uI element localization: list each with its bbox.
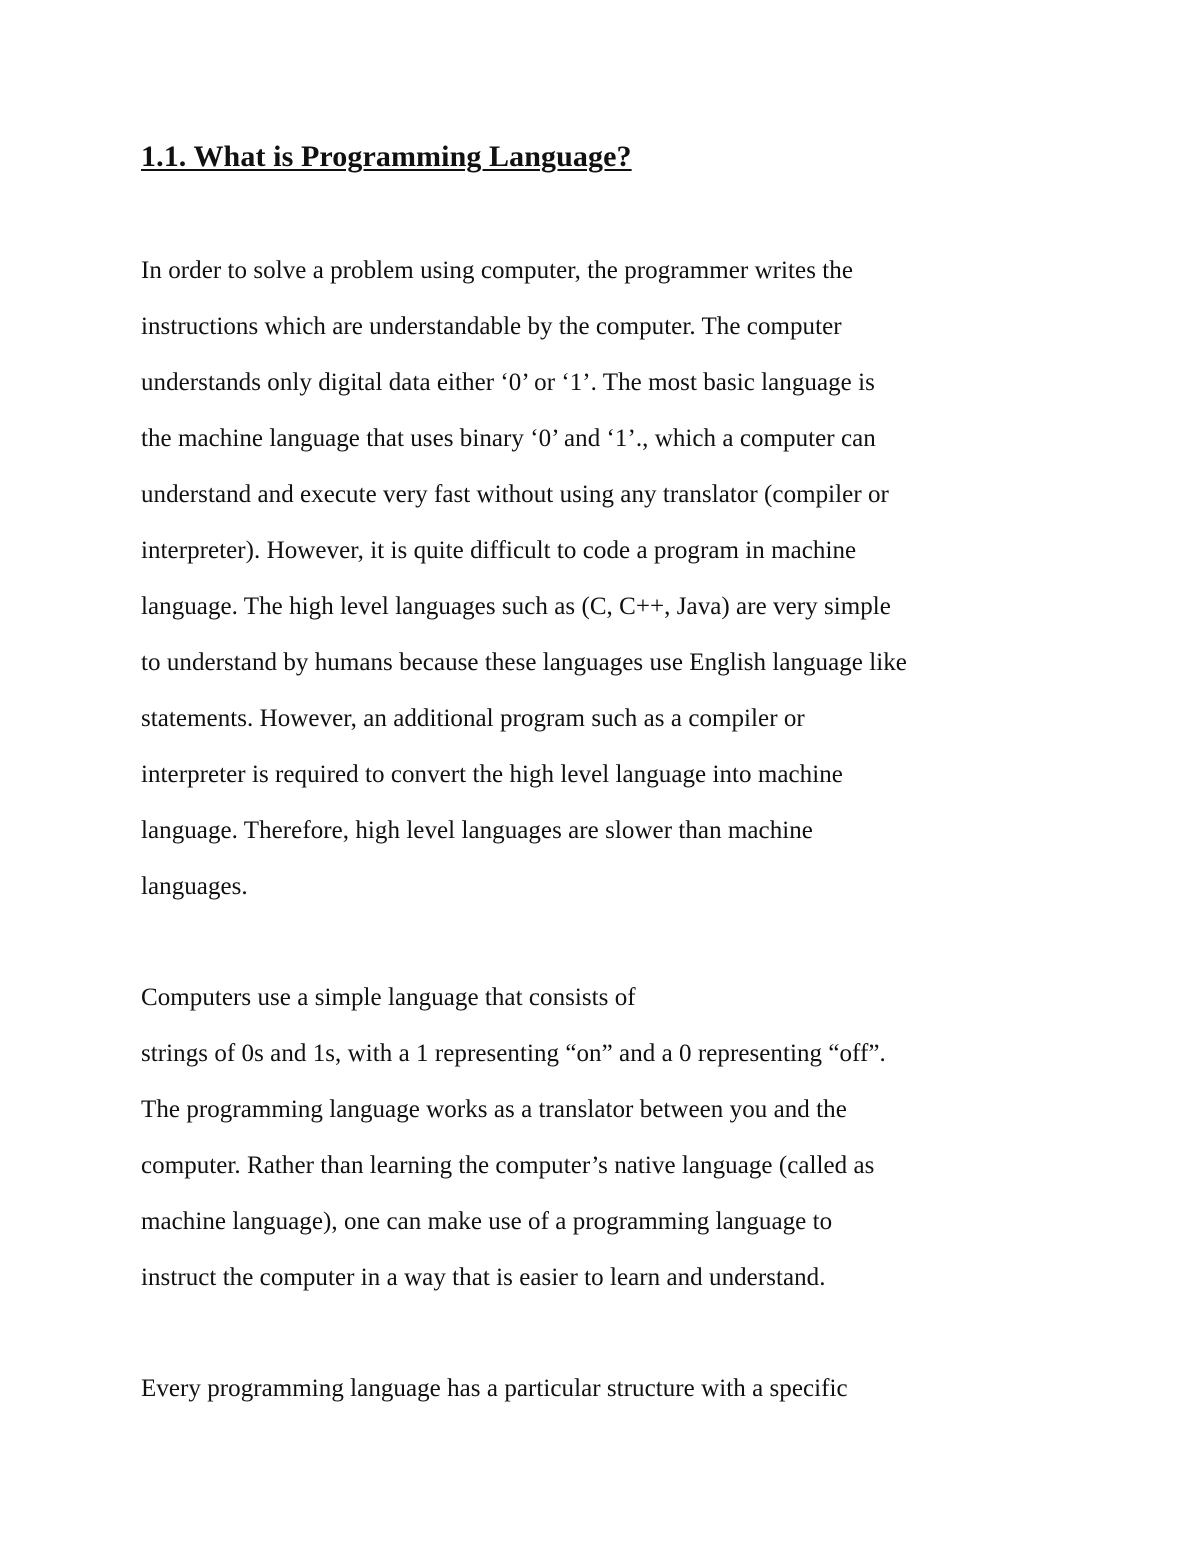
- paragraph-1-line-10: interpreter is required to convert the high level language into machine: [141, 761, 843, 788]
- paragraph-1-line-1: In order to solve a problem using computer, the programmer writes the: [141, 257, 853, 284]
- section-heading: 1.1. What is Programming Language?: [141, 140, 632, 173]
- paragraph-1-line-8: to understand by humans because these languages use English language like: [141, 649, 907, 676]
- paragraph-2-line-5: machine language), one can make use of a programming language to: [141, 1208, 833, 1235]
- paragraph-1-line-7: language. The high level languages such as (C, C++, Java) are very simple: [141, 593, 891, 620]
- paragraph-1-line-2: instructions which are understandable by the computer. The computer: [141, 313, 842, 340]
- paragraph-2-line-2: strings of 0s and 1s, with a 1 representing “on” and a 0 representing “off”.: [141, 1040, 886, 1067]
- paragraph-1-line-9: statements. However, an additional program such as a compiler or: [141, 705, 805, 732]
- paragraph-3-line-1: Every programming language has a particular structure with a specific: [141, 1375, 848, 1402]
- paragraph-2-line-1: Computers use a simple language that consists of: [141, 984, 636, 1011]
- paragraph-2-line-6: instruct the computer in a way that is easier to learn and understand.: [141, 1264, 826, 1291]
- paragraph-1-line-4: the machine language that uses binary ‘0’ and ‘1’., which a computer can: [141, 425, 876, 452]
- paragraph-1-line-3: understands only digital data either ‘0’ or ‘1’. The most basic language is: [141, 369, 875, 396]
- paragraph-1-line-5: understand and execute very fast without using any translator (compiler or: [141, 481, 889, 508]
- paragraph-1-line-6: interpreter). However, it is quite difficult to code a program in machine: [141, 537, 857, 564]
- paragraph-2-line-3: The programming language works as a translator between you and the: [141, 1096, 847, 1123]
- paragraph-1-line-11: language. Therefore, high level languages are slower than machine: [141, 817, 813, 844]
- paragraph-2-line-4: computer. Rather than learning the computer’s native language (called as: [141, 1152, 875, 1179]
- paragraph-1-line-12: languages.: [141, 873, 248, 900]
